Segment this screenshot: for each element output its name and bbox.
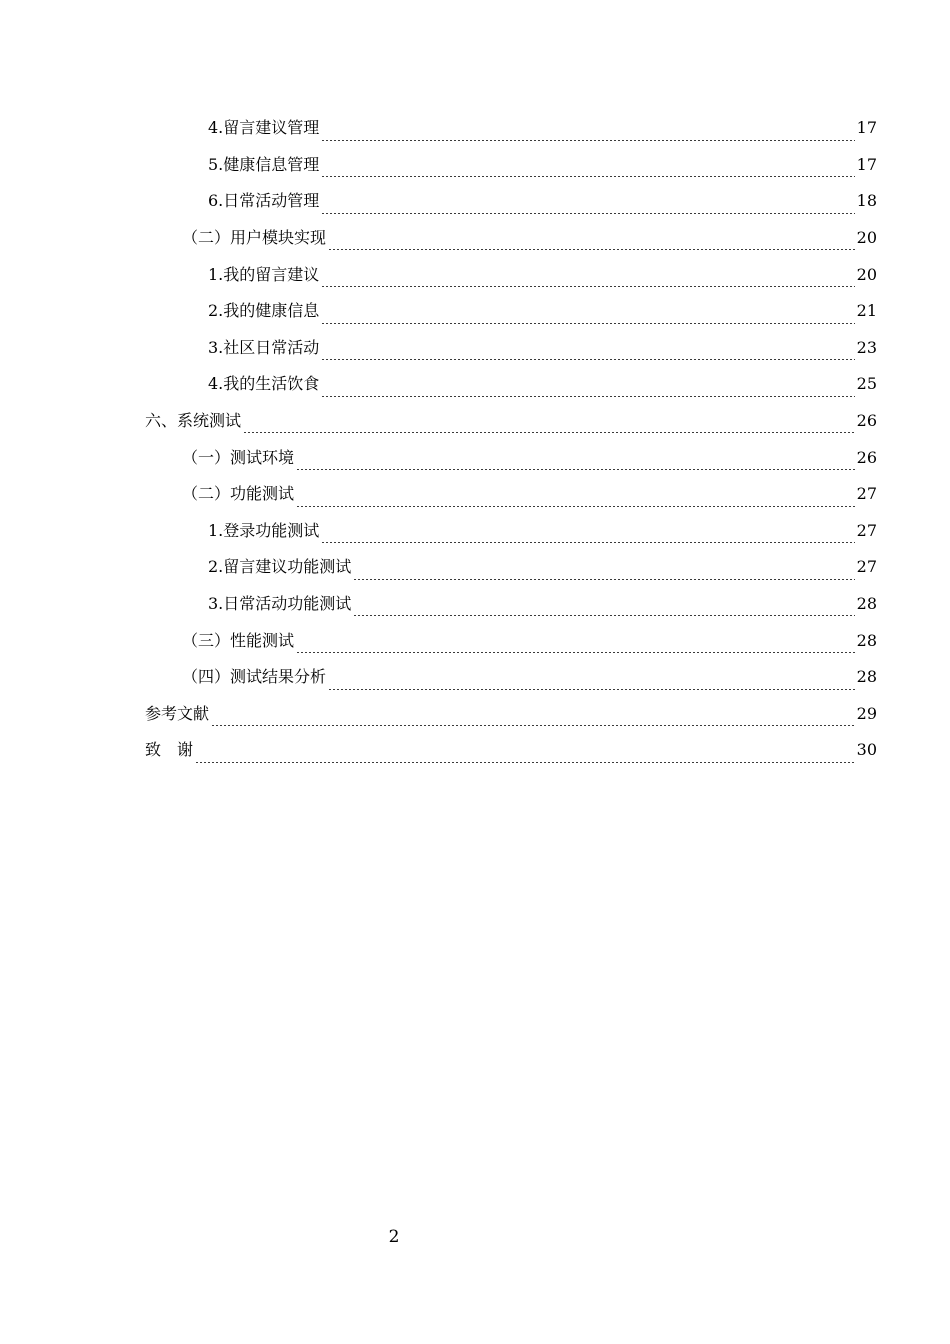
toc-entry-page: 28: [856, 594, 877, 614]
toc-leader-dots: [321, 140, 854, 141]
table-of-contents: [0, 110, 950, 769]
toc-entry[interactable]: [0, 330, 950, 367]
toc-entry-title: 6.日常活动管理: [208, 191, 320, 211]
toc-entry-title: 2.留言建议功能测试: [208, 557, 352, 577]
page-number: 2: [388, 1227, 400, 1247]
toc-leader-dots: [195, 762, 855, 763]
toc-entry-title: 致 谢: [145, 740, 194, 760]
toc-entry-title: 3.日常活动功能测试: [208, 594, 352, 614]
toc-entry-page: 26: [856, 411, 877, 431]
toc-entry-page: 27: [856, 520, 877, 540]
toc-entry-page: 18: [856, 191, 877, 211]
toc-leader-dots: [243, 432, 855, 433]
toc-leader-dots: [321, 286, 854, 287]
toc-leader-dots: [353, 579, 854, 580]
toc-entry-title: 2.我的健康信息: [208, 301, 320, 321]
toc-entry-page: 26: [856, 447, 877, 467]
toc-leader-dots: [321, 323, 854, 324]
toc-entry-title: （一）测试环境: [182, 447, 295, 467]
toc-entry[interactable]: [0, 403, 950, 440]
toc-entry-page: 28: [856, 630, 877, 650]
toc-entry-title: （二）功能测试: [182, 484, 295, 504]
toc-entry[interactable]: [0, 476, 950, 513]
toc-leader-dots: [296, 506, 855, 507]
toc-leader-dots: [321, 396, 854, 397]
toc-entry[interactable]: [0, 366, 950, 403]
toc-entry[interactable]: [0, 586, 950, 623]
toc-entry-page: 29: [856, 703, 877, 723]
toc-entry-page: 17: [856, 118, 877, 138]
toc-entry-title: 3.社区日常活动: [208, 337, 320, 357]
toc-entry[interactable]: [0, 659, 950, 696]
toc-entry-page: 27: [856, 484, 877, 504]
toc-entry-page: 30: [856, 740, 877, 760]
toc-entry-title: 5.健康信息管理: [208, 154, 320, 174]
toc-entry[interactable]: [0, 183, 950, 220]
toc-leader-dots: [296, 469, 855, 470]
toc-entry[interactable]: [0, 549, 950, 586]
toc-entry[interactable]: [0, 732, 950, 769]
toc-entry-title: （四）测试结果分析: [182, 667, 327, 687]
toc-entry[interactable]: [0, 622, 950, 659]
toc-entry[interactable]: [0, 293, 950, 330]
toc-entry[interactable]: [0, 439, 950, 476]
toc-entry[interactable]: [0, 696, 950, 733]
toc-entry-title: 六、系统测试: [145, 411, 242, 431]
toc-entry-page: 17: [856, 154, 877, 174]
toc-entry-page: 20: [856, 264, 877, 284]
toc-leader-dots: [328, 249, 855, 250]
toc-entry-title: 1.我的留言建议: [208, 264, 320, 284]
toc-entry-title: 4.留言建议管理: [208, 118, 320, 138]
toc-entry-title: 4.我的生活饮食: [208, 374, 320, 394]
toc-entry-page: 28: [856, 667, 877, 687]
toc-entry[interactable]: [0, 256, 950, 293]
toc-leader-dots: [321, 359, 854, 360]
toc-entry[interactable]: [0, 513, 950, 550]
toc-leader-dots: [328, 689, 855, 690]
toc-entry[interactable]: [0, 110, 950, 147]
toc-entry-page: 27: [856, 557, 877, 577]
toc-entry[interactable]: [0, 220, 950, 257]
toc-entry-title: （三）性能测试: [182, 630, 295, 650]
toc-entry[interactable]: [0, 147, 950, 184]
toc-leader-dots: [353, 615, 854, 616]
toc-leader-dots: [321, 542, 854, 543]
toc-leader-dots: [321, 176, 854, 177]
toc-entry-page: 23: [856, 337, 877, 357]
toc-entry-page: 25: [856, 374, 877, 394]
toc-entry-title: 1.登录功能测试: [208, 520, 320, 540]
toc-entry-title: （二）用户模块实现: [182, 228, 327, 248]
toc-leader-dots: [296, 652, 855, 653]
toc-leader-dots: [321, 213, 854, 214]
toc-entry-title: 参考文献: [145, 703, 210, 723]
toc-entry-page: 20: [856, 228, 877, 248]
toc-entry-page: 21: [856, 301, 877, 321]
toc-leader-dots: [211, 725, 855, 726]
